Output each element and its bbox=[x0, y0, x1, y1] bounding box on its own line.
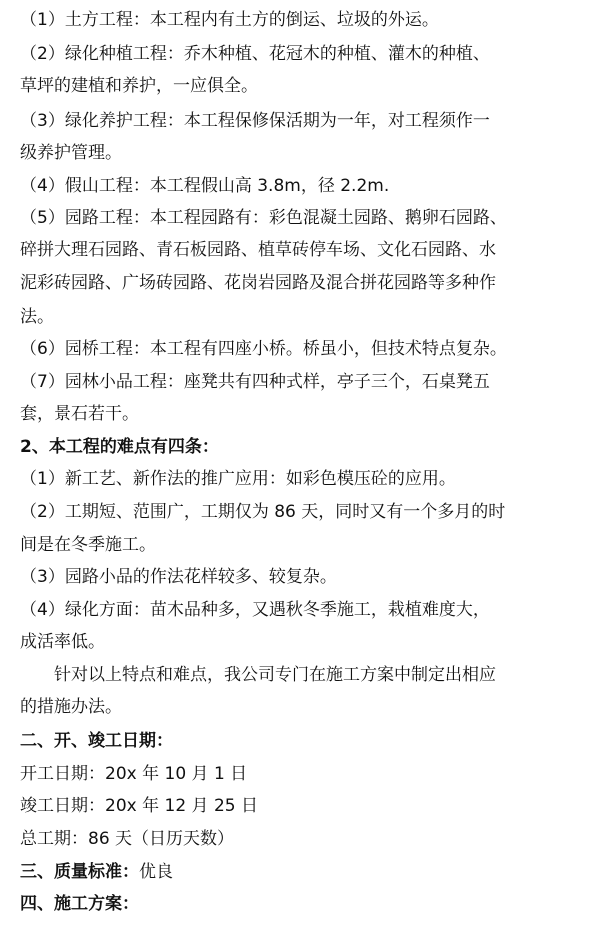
section-heading: 三、质量标准： bbox=[20, 862, 139, 882]
section-heading: 二、开、竣工日期： bbox=[20, 731, 173, 751]
text-line: 法。 bbox=[20, 307, 54, 327]
text-line: 套，景石若干。 bbox=[20, 404, 139, 424]
section-heading: 四、施工方案： bbox=[20, 894, 139, 914]
text-line: 级养护管理。 bbox=[20, 143, 122, 163]
text-line: 成活率低。 bbox=[20, 632, 105, 652]
text-line: （1）新工艺、新作法的推广应用：如彩色模压砼的应用。 bbox=[20, 469, 456, 489]
text-line: （4）假山工程：本工程假山高 3.8m，径 2.2m. bbox=[20, 176, 390, 196]
quality-value: 优良 bbox=[139, 862, 173, 882]
quality-standard-line bbox=[20, 856, 600, 888]
text-line: 碎拼大理石园路、青石板园路、植草砖停车场、文化石园路、水 bbox=[20, 240, 496, 260]
text-line: （6）园桥工程：本工程有四座小桥。桥虽小，但技术特点复杂。 bbox=[20, 339, 507, 359]
text-line: 草坪的建植和养护，一应俱全。 bbox=[20, 76, 258, 96]
text-line: 泥彩砖园路、广场砖园路、花岗岩园路及混合拼花园路等多种作 bbox=[20, 273, 496, 293]
text-line: 间是在冬季施工。 bbox=[20, 535, 156, 555]
text-line: （2）工期短、范围广，工期仅为 86 天，同时又有一个多月的时 bbox=[20, 502, 506, 522]
text-line: （3）绿化养护工程：本工程保修保活期为一年，对工程须作一 bbox=[20, 111, 490, 131]
text-line: （5）园路工程：本工程园路有：彩色混凝土园路、鹅卵石园路、 bbox=[20, 208, 507, 228]
duration-line: 总工期：86 天（日历天数） bbox=[20, 829, 235, 849]
text-line: （2）绿化种植工程：乔木种植、花冠木的种植、灌木的种植、 bbox=[20, 44, 490, 64]
text-line: （3）园路小品的作法花样较多、较复杂。 bbox=[20, 567, 337, 587]
start-date-line: 开工日期：20x 年 10 月 1 日 bbox=[20, 764, 248, 784]
section-heading: 2、本工程的难点有四条： bbox=[20, 437, 219, 457]
text-line: （7）园林小品工程：座凳共有四种式样，亭子三个，石桌凳五 bbox=[20, 372, 490, 392]
completion-date-line: 竣工日期：20x 年 12 月 25 日 bbox=[20, 796, 258, 816]
paragraph-line: 针对以上特点和难点，我公司专门在施工方案中制定出相应 bbox=[54, 665, 496, 685]
text-line: （1）土方工程：本工程内有土方的倒运、垃圾的外运。 bbox=[20, 10, 439, 30]
text-line: （4）绿化方面：苗木品种多，又遇秋冬季施工，栽植难度大， bbox=[20, 600, 490, 620]
text-line: 的措施办法。 bbox=[20, 697, 122, 717]
